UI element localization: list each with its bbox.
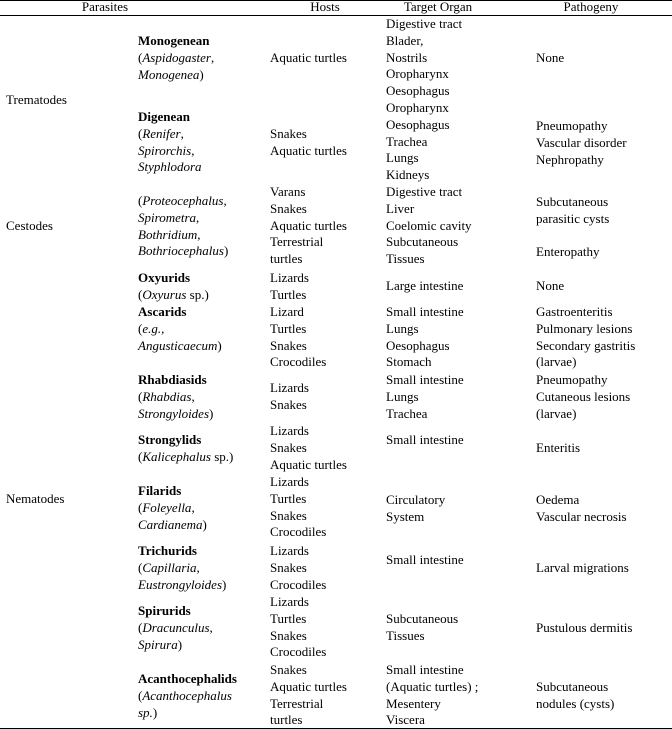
parasite-cell (138, 543, 226, 593)
hosts-cell-line: Lizards (270, 423, 309, 438)
hosts-cell (270, 126, 380, 160)
hosts-cell-line: Turtles (270, 490, 307, 506)
hosts-cell (270, 474, 380, 541)
pathogeny-cell-line: Pneumopathy (536, 118, 608, 133)
class-nematodes: Nematodes (6, 491, 65, 506)
target-organ-cell-line: Lungs (386, 320, 419, 336)
target-organ-cell (386, 16, 532, 100)
pathogeny-cell-line: Secondary gastritis (536, 337, 636, 353)
parasite-genera-line: (Aspidogaster, (138, 49, 215, 65)
pathogeny-cell-line: nodules (cysts) (536, 695, 615, 711)
hosts-cell-line: Aquatic turtles (270, 142, 347, 158)
pathogeny-cell (536, 560, 672, 577)
target-organ-cell-line: Liver (386, 200, 415, 216)
target-organ-cell (386, 278, 532, 295)
hosts-cell-line: Crocodiles (270, 354, 327, 370)
parasite-name: Filarids (138, 483, 182, 498)
target-organ-cell-line: Trachea (386, 133, 428, 149)
header-pathogeny: Pathogeny (563, 0, 619, 14)
pathogeny-cell (536, 194, 672, 261)
pathogeny-cell (536, 492, 672, 526)
pathogeny-cell-line (536, 228, 672, 245)
target-organ-cell-line: Nostrils (386, 49, 428, 65)
target-organ-cell (386, 100, 532, 184)
hosts-cell-line: Snakes (270, 439, 307, 455)
hosts-cell-line: Aquatic turtles (270, 678, 347, 694)
pathogeny-cell (536, 679, 672, 713)
hosts-cell-line: Snakes (270, 507, 307, 523)
header-rule (0, 15, 672, 16)
hosts-cell (270, 380, 380, 414)
parasite-genera-line: Styphlodora (138, 159, 202, 175)
hosts-cell-line: Lizard (270, 304, 304, 319)
target-organ-cell (386, 184, 532, 268)
pathogeny-cell-line: Pustulous dermitis (536, 620, 633, 635)
header-target-organ: Target Organ (403, 0, 473, 14)
parasite-genera-line: (Capillaria, (138, 559, 200, 575)
parasite-genera-line: Cardianema) (138, 516, 207, 532)
pathogeny-cell (536, 620, 672, 637)
target-organ-cell-line: Oesophagus (386, 83, 450, 99)
parasite-name: Strongylids (138, 432, 202, 447)
parasite-genera-line: (Proteocephalus, (138, 193, 227, 208)
target-organ-cell (386, 552, 532, 569)
pathogeny-cell-line: Larval migrations (536, 560, 629, 575)
hosts-cell-line: Turtles (270, 320, 307, 336)
hosts-cell (270, 662, 380, 729)
target-organ-cell-line: Small intestine (386, 432, 464, 447)
target-organ-cell-line: Trachea (386, 405, 428, 421)
hosts-cell-line: Snakes (270, 662, 307, 677)
parasite-cell (138, 109, 202, 176)
pathogeny-cell-line: Subcutaneous (536, 194, 609, 209)
hosts-cell-line: Crocodiles (270, 524, 327, 540)
hosts-cell-line: Terrestrial (270, 234, 324, 250)
parasite-genera-line: (e.g., (138, 320, 165, 336)
parasite-genera-line: (Acanthocephalus (138, 687, 232, 703)
target-organ-cell-line: Coelomic cavity (386, 217, 472, 233)
target-organ-cell-line: Small intestine (386, 662, 464, 677)
parasite-name: Oxyurids (138, 270, 191, 285)
class-cestodes: Cestodes (6, 218, 53, 233)
parasite-genera-line: (Renifer, (138, 125, 184, 141)
hosts-cell-line: Lizards (270, 474, 309, 489)
target-organ-cell-line: Mesentery (386, 695, 441, 711)
class-trematodes: Trematodes (6, 92, 67, 107)
parasite-name: Monogenean (138, 33, 210, 48)
pathogeny-cell-line: (larvae) (536, 354, 577, 370)
parasite-genera-line: Spirura) (138, 636, 183, 652)
hosts-cell-line: Crocodiles (270, 644, 327, 660)
target-organ-cell-line: Kidneys (386, 167, 430, 183)
hosts-cell (270, 543, 380, 593)
pathogeny-cell (536, 50, 672, 67)
parasite-genera-line: Bothridium, (138, 226, 201, 242)
pathogeny-cell-line: None (536, 50, 565, 65)
target-organ-cell-line: (Aquatic turtles) ; (386, 678, 479, 694)
pathogeny-cell-line: Vascular necrosis (536, 508, 627, 524)
target-organ-cell-line: Blader, (386, 32, 424, 48)
parasite-cell (138, 304, 222, 354)
target-organ-cell (386, 662, 532, 729)
target-organ-cell-line: Oesophagus (386, 337, 450, 353)
hosts-cell (270, 270, 380, 304)
target-organ-cell-line: Oropharynx (386, 66, 449, 82)
hosts-cell-line: Crocodiles (270, 576, 327, 592)
hosts-cell-line: Aquatic turtles (270, 50, 347, 65)
parasite-genera-line: Angusticaecum) (138, 337, 222, 353)
pathogeny-cell-line: Pneumopathy (536, 372, 608, 387)
target-organ-cell-line: Stomach (386, 354, 432, 370)
pathogeny-cell-line: Oedema (536, 492, 580, 507)
target-organ-cell-line: Subcutaneous (386, 611, 459, 626)
pathogeny-cell-line: Nephropathy (536, 151, 604, 167)
parasite-cell (138, 270, 209, 304)
pathogeny-cell-line: (larvae) (536, 405, 577, 421)
hosts-cell-line: Snakes (270, 337, 307, 353)
parasite-genera-line: Spirometra, (138, 209, 200, 225)
hosts-cell (270, 304, 380, 371)
parasite-genera-line: Strongyloides) (138, 405, 214, 421)
hosts-cell-line: Snakes (270, 627, 307, 643)
hosts-cell-line: Varans (270, 184, 306, 199)
hosts-cell (270, 423, 380, 473)
hosts-cell-line: Snakes (270, 200, 307, 216)
hosts-cell-line: turtles (270, 712, 303, 728)
pathogeny-cell-line: Vascular disorder (536, 134, 627, 150)
hosts-cell-line: Terrestrial (270, 695, 324, 711)
parasite-genera-line: sp.) (138, 704, 158, 720)
target-organ-cell (386, 611, 532, 645)
target-organ-cell (386, 432, 532, 449)
parasite-name: Acanthocephalids (138, 671, 237, 686)
pathogeny-cell (536, 372, 672, 422)
pathogeny-cell (536, 304, 672, 371)
pathogeny-cell (536, 278, 672, 295)
pathogeny-cell-line: Gastroenteritis (536, 304, 613, 319)
pathogeny-cell (536, 440, 672, 457)
parasite-genera-line: Eustrongyloides) (138, 576, 227, 592)
target-organ-cell-line: Viscera (386, 712, 425, 728)
target-organ-cell-line: Lungs (386, 150, 419, 166)
target-organ-cell-line: Small intestine (386, 552, 464, 567)
pathogeny-cell-line: parasitic cysts (536, 210, 610, 226)
pathogeny-cell-line: None (536, 278, 565, 293)
hosts-cell-line: Lizards (270, 380, 309, 395)
hosts-cell (270, 184, 380, 268)
parasite-name: Spirurids (138, 603, 191, 618)
parasite-cell (138, 372, 213, 422)
hosts-cell (270, 50, 380, 67)
hosts-cell-line: Lizards (270, 594, 309, 609)
parasite-cell (138, 432, 233, 466)
target-organ-cell (386, 492, 532, 526)
parasite-genera-line: (Dracunculus, (138, 619, 213, 635)
hosts-cell-line: Lizards (270, 543, 309, 558)
parasite-genera-line: Bothriocephalus) (138, 243, 229, 259)
target-organ-cell-line: Tissues (386, 251, 425, 267)
target-organ-cell-line: System (386, 508, 425, 524)
parasite-name: Rhabdiasids (138, 372, 207, 387)
parasite-name: Trichurids (138, 543, 197, 558)
target-organ-cell-line: Circulatory (386, 492, 446, 507)
target-organ-cell-line: Subcutaneous (386, 234, 459, 250)
parasite-genera-line: (Foleyella, (138, 499, 195, 515)
parasite-genera-line: Spirorchis, (138, 142, 195, 158)
target-organ-cell-line: Small intestine (386, 304, 464, 319)
target-organ-cell-line: Lungs (386, 388, 419, 404)
parasite-genera-line: (Rhabdias, (138, 388, 195, 404)
parasite-cell (138, 671, 237, 721)
hosts-cell-line: Aquatic turtles (270, 456, 347, 472)
hosts-cell-line: Aquatic turtles (270, 217, 347, 233)
hosts-cell-line: Snakes (270, 396, 307, 412)
parasite-name: Ascarids (138, 304, 187, 319)
parasite-cell (138, 33, 214, 83)
hosts-cell-line: Snakes (270, 126, 307, 141)
pathogeny-cell-line: Enteropathy (536, 244, 600, 260)
target-organ-cell-line: Large intestine (386, 278, 464, 293)
hosts-cell (270, 594, 380, 661)
target-organ-cell-line: Tissues (386, 627, 425, 643)
hosts-cell-line: turtles (270, 251, 303, 267)
target-organ-cell-line: Digestive tract (386, 184, 463, 199)
target-organ-cell (386, 372, 532, 422)
pathogeny-cell-line: Pulmonary lesions (536, 320, 633, 336)
parasite-genera-line: Monogenea) (138, 66, 204, 82)
pathogeny-cell-line: Subcutaneous (536, 679, 609, 694)
pathogeny-cell-line: Enteritis (536, 440, 581, 455)
target-organ-cell-line: Oesophagus (386, 116, 450, 132)
parasite-name: Digenean (138, 109, 190, 124)
parasite-cell (138, 603, 213, 653)
hosts-cell-line: Turtles (270, 286, 307, 302)
parasite-cell (138, 483, 207, 533)
target-organ-cell (386, 304, 532, 371)
target-organ-cell-line: Oropharynx (386, 100, 449, 115)
hosts-cell-line: Lizards (270, 270, 309, 285)
header-parasites: Parasites (81, 0, 129, 14)
parasite-cell (138, 193, 228, 260)
parasite-genera-line: (Oxyurus sp.) (138, 286, 209, 302)
hosts-cell-line: Snakes (270, 559, 307, 575)
target-organ-cell-line: Small intestine (386, 372, 464, 387)
target-organ-cell-line: Digestive tract (386, 16, 463, 31)
hosts-cell-line: Turtles (270, 610, 307, 626)
pathogeny-cell (536, 118, 672, 168)
pathogeny-cell-line: Cutaneous lesions (536, 388, 631, 404)
parasite-genera-line: (Kalicephalus sp.) (138, 448, 234, 464)
header-hosts: Hosts (310, 0, 340, 14)
